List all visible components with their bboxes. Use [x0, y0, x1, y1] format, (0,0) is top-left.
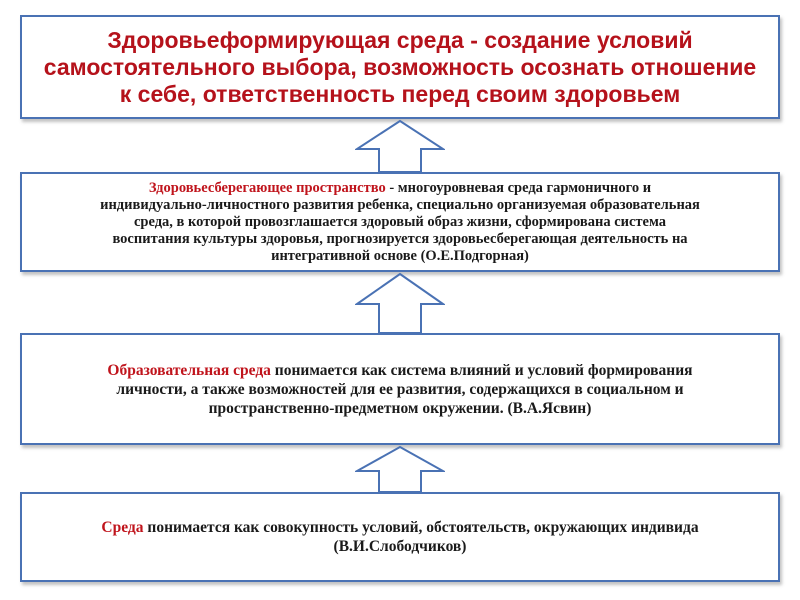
box1-text [44, 27, 756, 108]
box3-term: Образовательная среда [107, 361, 271, 379]
box3-text [107, 361, 692, 418]
up-arrow-3 [355, 445, 445, 492]
box4-text [101, 518, 698, 556]
box-environment [20, 492, 780, 582]
box2-term: Здоровьесберегающее пространство [148, 179, 386, 196]
box2-line-2: индивидуально-личностного развития ребенка, специально организуемая образовательная [100, 196, 700, 213]
box1-line-1: Здоровьеформирующая среда - создание условий [107, 26, 693, 53]
box3-line-1: понимается как система влияний и условий формирования [270, 361, 693, 379]
box2-line-3: среда, в которой провозглашается здоровый образ жизни, сформирована система [133, 213, 667, 230]
box-health-saving-space [20, 172, 780, 272]
box2-text [100, 180, 700, 265]
box-educational-environment [20, 333, 780, 445]
box4-term: Среда [101, 519, 144, 536]
box2-line-4: воспитания культуры здоровья, прогнозируется здоровьесберегающая деятельность на [112, 230, 688, 247]
box1-line-2: самостоятельного выбора, возможность осознать отношение [43, 53, 757, 80]
box-health-forming-environment [20, 15, 780, 119]
up-arrow-3-shape [355, 445, 445, 492]
box2-line-1: - многоуровневая среда гармоничного и [385, 179, 652, 196]
box2-line-5: интегративной основе (О.Е.Подгорная) [271, 247, 529, 264]
up-arrow-2 [355, 272, 445, 333]
box4-line-1: понимается как совокупность условий, обстоятельств, окружающих индивида [143, 519, 699, 536]
box1-line-3: к себе, ответственность перед своим здоровьем [119, 80, 681, 107]
box3-line-3: пространственно-предметном окружении. (В.А.Ясвин) [208, 399, 592, 417]
up-arrow-1 [355, 119, 445, 172]
up-arrow-2-shape [355, 272, 445, 333]
box3-line-2: личности, а также возможностей для ее развития, содержащихся в социальном и [116, 380, 684, 398]
box4-line-2: (В.И.Слободчиков) [333, 538, 467, 555]
up-arrow-1-shape [355, 119, 445, 172]
